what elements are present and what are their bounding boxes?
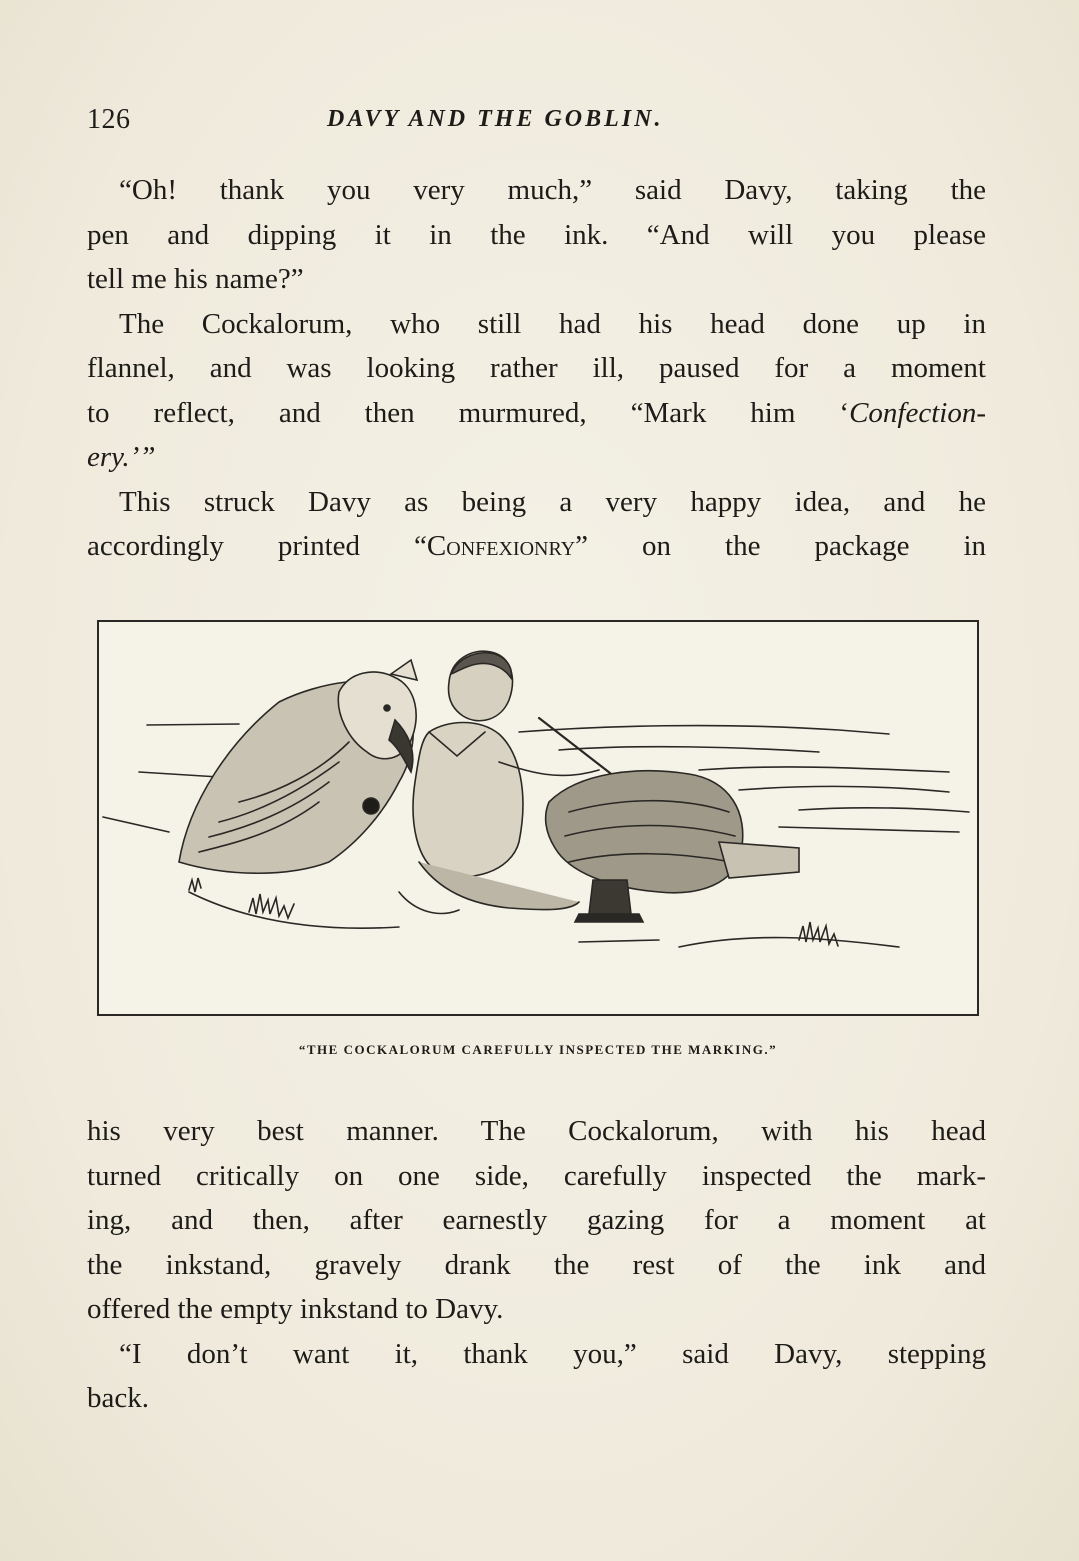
text-span: accordingly printed “ <box>87 530 427 562</box>
italic-word: Confection- <box>849 396 986 429</box>
text-line: his very best manner. The Cockalorum, with his head <box>87 1115 986 1147</box>
engraving-illustration <box>97 620 979 1016</box>
text-span: to reflect, and then murmured, “Mark him ‘ <box>87 396 850 429</box>
text-line: ery.’” <box>87 441 156 473</box>
page-number: 126 <box>87 104 131 135</box>
bird-eye <box>384 705 390 711</box>
text-line: the inkstand, gravely drank the rest of the ink and <box>87 1248 986 1281</box>
sea-line <box>699 767 949 772</box>
text-line: ing, and then, after earnestly gazing for a moment at <box>87 1204 986 1236</box>
sea-line <box>519 726 889 734</box>
text-line <box>87 524 986 569</box>
ground-line <box>103 817 169 832</box>
text-line: turned critically on one side, carefully inspected the mark- <box>87 1159 986 1192</box>
sea-line <box>739 786 949 792</box>
text-span: ” on the package in <box>575 530 986 562</box>
running-title: DAVY AND THE GOBLIN. <box>327 106 664 132</box>
sea-line <box>779 827 959 832</box>
text-line: This struck Davy as being a very happy idea, and he <box>119 485 986 518</box>
inkstand-base <box>575 914 643 922</box>
inkstand <box>589 880 631 914</box>
text-line: The Cockalorum, who still had his head done up in <box>119 307 986 340</box>
small-caps-word: Confexionry <box>426 530 576 562</box>
sea-line <box>799 808 969 812</box>
text-line: “Oh! thank you very much,” said Davy, taking the <box>119 174 986 206</box>
text-line: “I don’t want it, thank you,” said Davy, stepping <box>119 1337 986 1370</box>
grass-tuft <box>799 922 838 946</box>
text-line <box>87 391 986 436</box>
text-line: back. <box>87 1382 149 1414</box>
parcel-box <box>719 842 799 878</box>
ground-line <box>189 892 399 928</box>
body-text-top <box>87 168 986 569</box>
sea-line <box>559 747 819 752</box>
grass-tuft <box>189 878 201 892</box>
illustration-caption: “THE COCKALORUM CAREFULLY INSPECTED THE MARKING.” <box>298 1042 778 1057</box>
ground-line <box>139 772 219 777</box>
text-line: offered the empty inkstand to Davy. <box>87 1293 504 1325</box>
text-line: tell me his name?” <box>87 263 304 295</box>
running-head <box>87 104 987 140</box>
body-text-bottom <box>87 1109 986 1421</box>
boy-foot <box>399 892 459 913</box>
grass-tuft <box>249 894 294 918</box>
text-line: pen and dipping it in the ink. “And will you please <box>87 218 986 251</box>
horizon-line <box>147 724 239 725</box>
ground-line <box>679 938 899 947</box>
text-line: flannel, and was looking rather ill, paused for a moment <box>87 352 986 384</box>
boy-legs <box>419 862 579 910</box>
illustration-drawing <box>99 622 977 1014</box>
ground-line <box>579 940 659 942</box>
ink-spot <box>363 798 379 814</box>
